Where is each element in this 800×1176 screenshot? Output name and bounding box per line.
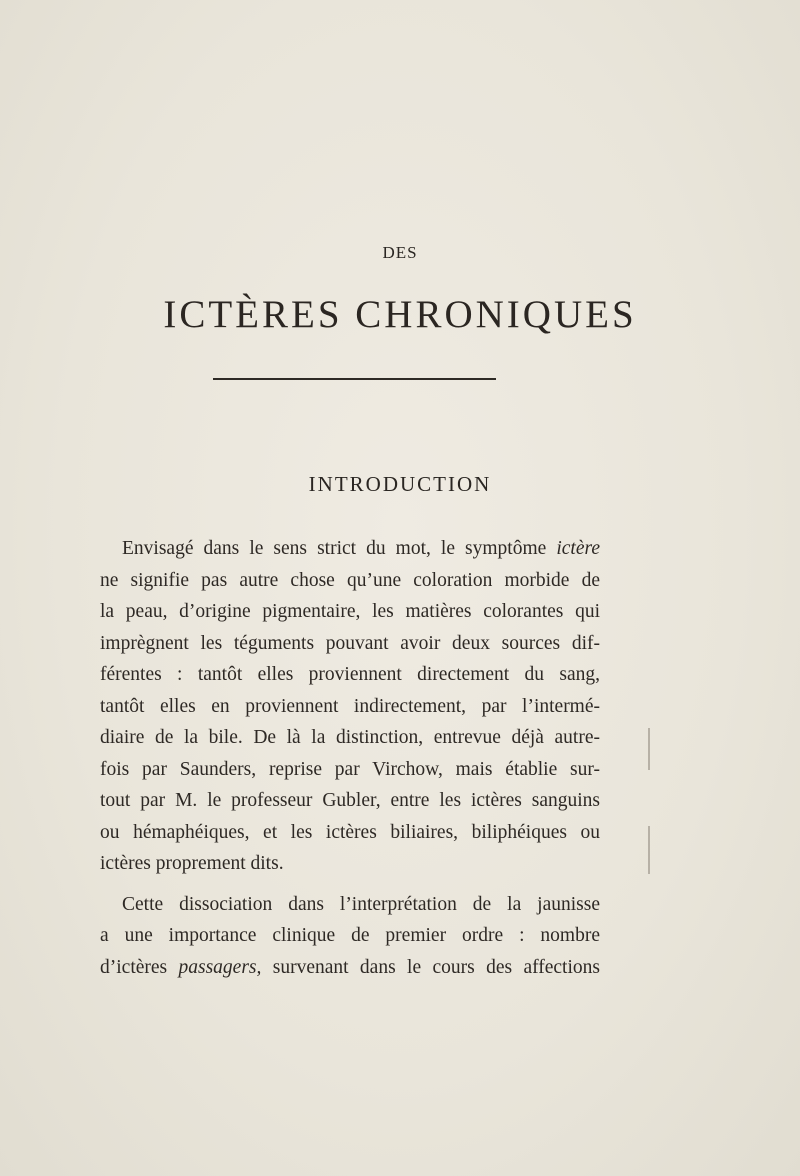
text-span: d’ictères: [100, 956, 179, 978]
text-line: ictères proprement dits.: [100, 853, 284, 874]
italic-term: ictère: [556, 538, 600, 559]
text-line: ne signifie pas autre chose qu’une coloration morbide de: [100, 569, 600, 591]
text-line: ou hémaphéiques, et les ictères biliaires, biliphéiques ou: [100, 821, 600, 843]
text-line: la peau, d’origine pigmentaire, les matières colorantes qui: [100, 601, 600, 622]
margin-mark: [648, 728, 650, 770]
italic-term: passagers,: [178, 956, 262, 978]
pre-title: DES: [382, 243, 418, 262]
text-line: [100, 533, 600, 565]
margin-mark: [648, 826, 650, 874]
body-text: [100, 533, 600, 983]
text-span: survenant dans le cours des affections: [261, 956, 600, 978]
paragraph-2: [100, 889, 600, 984]
text-line: Cette dissociation dans l’interprétation de la jaunisse: [122, 893, 600, 915]
text-line: tout par M. le professeur Gubler, entre les ictères sanguins: [100, 790, 600, 811]
text-line: fois par Saunders, reprise par Virchow, mais établie sur-: [100, 758, 600, 780]
text-line: a une importance clinique de premier ordre : nombre: [100, 925, 600, 946]
text-span: Envisagé dans le sens strict du mot, le symptôme: [122, 538, 557, 559]
text-line: [100, 952, 600, 984]
text-line: diaire de la bile. De là la distinction, entrevue déjà autre-: [100, 727, 600, 748]
text-line: imprègnent les téguments pouvant avoir deux sources dif-: [100, 632, 600, 654]
text-line: tantôt elles en proviennent indirectement, par l’intermé-: [100, 695, 600, 717]
page-title: ICTÈRES CHRONIQUES: [163, 293, 637, 336]
paragraph-1: [100, 533, 600, 880]
section-heading: INTRODUCTION: [308, 472, 492, 496]
title-rule: [213, 378, 496, 380]
text-line: férentes : tantôt elles proviennent directement du sang,: [100, 664, 600, 685]
